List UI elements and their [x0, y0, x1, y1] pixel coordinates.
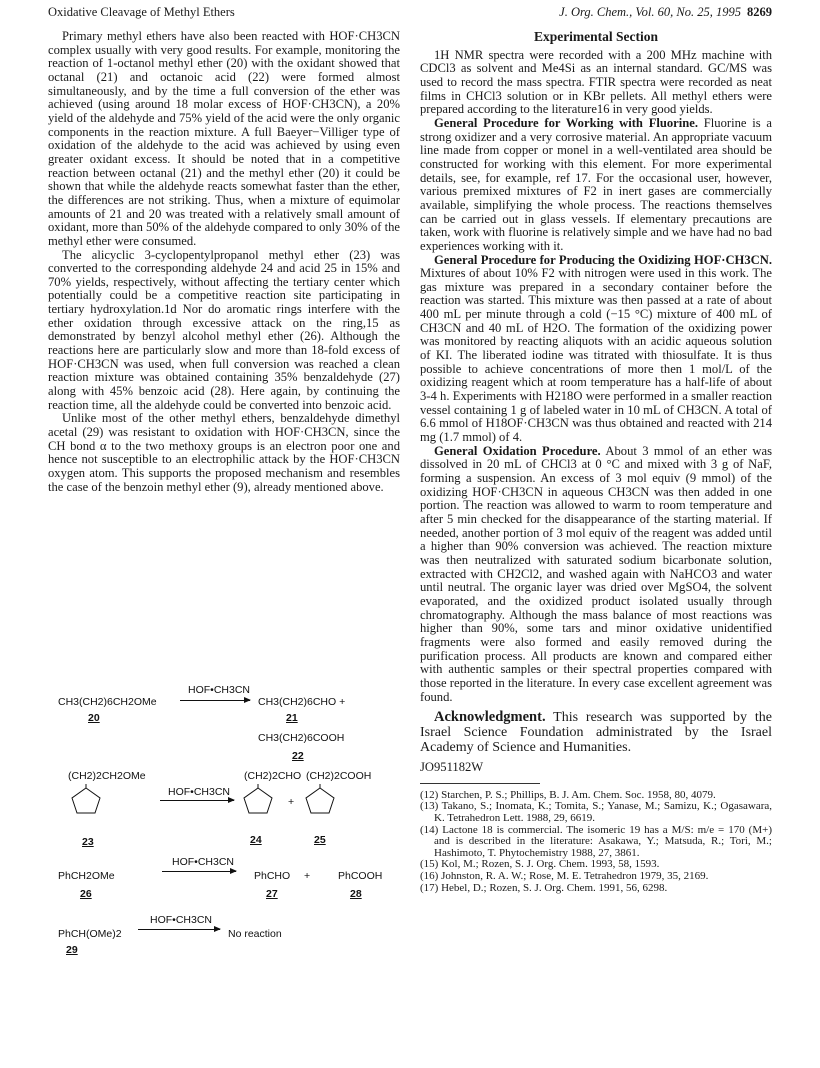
scheme-reagent-4: HOF•CH3CN: [150, 914, 213, 926]
scheme-label-28: 28: [350, 888, 362, 900]
cyclopentane-ring-24: [238, 784, 278, 816]
cyclopentane-ring-25: [300, 784, 340, 816]
reaction-scheme: [58, 684, 398, 980]
run-in-head-oxidizing: General Procedure for Producing the Oxidizing HOF·CH3CN.: [434, 252, 772, 267]
section-title-experimental: Experimental Section: [533, 29, 659, 44]
right-column: [420, 30, 772, 894]
scheme-label-29: 29: [66, 944, 78, 956]
scheme-compound-22: CH3(CH2)6COOH: [258, 732, 345, 744]
paragraph-instrumentation: 1H NMR spectra were recorded with a 200 MHz machine with CDCl3 as solvent and Me4Si as an internal standard. GC/MS was used to record the mass spectra. FTIR spectra were recorded as neat films in CHCl3 solution or in KBr pellets. All methyl ethers were prepared according to the literature16 in very good yields.: [420, 47, 772, 117]
running-header-title: Oxidative Cleavage of Methyl Ethers: [48, 5, 235, 19]
scheme-label-27: 27: [266, 888, 278, 900]
scheme-compound-26: PhCH2OMe: [58, 870, 115, 882]
oxidation-text: About 3 mmol of an ether was dissolved in 20 mL of CHCl3 at 0 °C and mixed with 3 g of NaF, forming a suspension. An excess of 3 mol equiv (9 mmol) of the oxidizing HOF·CH3CN in aqueous CH3CN was then added in one portion. The reaction was allowed to warm to room temperature and after 5 min checked for the disappearance of the starting material. If needed, another portion of 3 mol equiv of the reagent was added until a higher than 90% conversion was achieved. The reaction mixture was then neutralized with saturated sodium bicarbonate solution, extracted with CH2Cl2, and washed again with NaHCO3 and water until neutral. The organic layer was dried over MgSO4, the solvent evaporated, and the oxidized product isolated usually through chromatography. Although the mass balance of most reactions was higher than 90%, some tars and minor oxidative unidentified fragments were also formed and easily removed during the purification process. All products are known and compared either with authentic samples or their spectral properties compared with those reported in the literature. In every case excellent agreement was found.: [420, 443, 772, 704]
reference-item: (13) Takano, S.; Inomata, K.; Tomita, S.; Yanase, M.; Samizu, K.; Ogasawara, K. Tetrahedron Lett. 1988, 29, 6619.: [420, 800, 772, 824]
scheme-label-26: 26: [80, 888, 92, 900]
reaction-arrow-2: [160, 800, 234, 801]
scheme-plus-3: +: [304, 870, 311, 882]
paragraph-fluorine: [420, 117, 772, 254]
running-header-journal: [559, 5, 772, 20]
scheme-compound-24: (CH2)2CHO: [244, 770, 302, 782]
scheme-label-24: 24: [250, 834, 262, 846]
scheme-compound-27: PhCHO: [254, 870, 291, 882]
paragraph-oxidizing-reagent: [420, 254, 772, 445]
scheme-compound-23: (CH2)2CH2OMe: [68, 770, 146, 782]
scheme-compound-25: (CH2)2COOH: [306, 770, 372, 782]
oxidizing-text: Mixtures of about 10% F2 with nitrogen were used in this work. The gas mixture was prepared in a secondary container before the reaction was started. This mixture was then passed at a rate of about 400 mL per minute through a cold (−15 °C) mixture of 400 mL of CH3CN and 40 mL of H2O. The formation of the oxidizing power was monitored by reacting aliquots with an acidic aqueous solution of KI. The liberated iodine was titrated with thiosulfate. It is thus possible to achieve concentrations of more then 1 mol/L of the oxidizing reagent which at room temperature has a half-life of about 3-4 h. Experiments with H218O were performed in a smaller reaction vessel containing 1 g of labeled water in 10 mL of CH3CN. A total of 6.6 mmol of H18OF·CH3CN was thus obtained and reacted with 214 mg (1.7 mmol) of 4.: [420, 266, 772, 445]
run-in-head-fluorine: General Procedure for Working with Fluorine.: [434, 115, 699, 130]
scheme-label-25: 25: [314, 834, 326, 846]
fluorine-text: Fluorine is a strong oxidizer and a very corrosive material. An appropriate vacuum line made from copper or monel in a well-ventilated area should be constructed for working with this element. For more experimental details, see, for example, ref 17. For the occasional user, however, various premixed mixtures of F2 in inert gases are commercially available, simplifying the whole process. The reactions themselves can be carried out in glass vessels. If elementary precautions are taken, work with fluorine is relatively simple and we have had no bad experiences working with it.: [420, 115, 772, 253]
scheme-compound-29: PhCH(OMe)2: [58, 928, 122, 940]
scheme-compound-21: CH3(CH2)6CHO +: [258, 696, 346, 708]
scheme-reagent-2: HOF•CH3CN: [168, 786, 231, 798]
reaction-arrow-4: [138, 929, 220, 930]
journal-citation: J. Org. Chem., Vol. 60, No. 25, 1995: [559, 5, 741, 19]
acknowledgment: [420, 710, 772, 755]
run-in-head-oxidation: General Oxidation Procedure.: [434, 443, 601, 458]
manuscript-code: JO951182W: [420, 760, 484, 775]
ack-title: Acknowledgment.: [434, 709, 546, 726]
reference-item: (12) Starchen, P. S.; Phillips, B. J. Am. Chem. Soc. 1958, 80, 4079.: [420, 788, 716, 801]
cyclopentane-ring-23: [66, 784, 106, 816]
scheme-label-23: 23: [82, 836, 94, 848]
paragraph-primary-ethers: Primary methyl ethers have also been reacted with HOF·CH3CN complex usually with very good results. For example, monitoring the reaction of 1-octanol methyl ether (20) with the oxidant showed that octanal (21) and octanoic acid (22) were formed almost simultaneously, and by the time a full conversion of the ether was achieved (using around 18 molar excess of HOF·CH3CN), a 20% yield of the aldehyde and 75% yield of the acid were the only organic components in the reaction mixture. A full Baeyer−Villiger type of oxidation of the aldehyde to the acid was achieved by using even greater oxidant excess. It should be noted that in a competitive reaction between octanal (21) and the methyl ether (20) it could be shown that while the aldehyde reacts somewhat faster than the ether, the differences are not striking. Thus, when a mixture of equimolar amounts of 21 and 20 was treated with a relatively small amount of oxidant, more than 50% of the aldehyde compared to only 30% of the methyl ether were consumed.: [48, 29, 400, 248]
page-number: 8269: [747, 5, 772, 19]
scheme-plus-2: +: [288, 796, 295, 808]
left-column: [48, 30, 400, 494]
ack-text: This research was supported by the Israel Science Foundation administrated by the Israel Academy of Science and Humanities.: [420, 710, 772, 756]
scheme-label-21: 21: [286, 712, 298, 724]
paragraph-acetal: Unlike most of the other methyl ethers, benzaldehyde dimethyl acetal (29) was resistant to oxidation with HOF·CH3CN, since the CH bond α to the two methoxy groups is an electron poor one and hence not susceptible to an electrophilic attack by the HOF·CH3CN oxygen atom. This supports the proposed mechanism and resembles the case of the benzoin methyl ether (9), already mentioned above.: [48, 411, 400, 494]
scheme-reagent-3: HOF•CH3CN: [172, 856, 235, 868]
reaction-arrow-3: [162, 871, 236, 872]
reaction-arrow-1: [180, 700, 250, 701]
scheme-compound-28: PhCOOH: [338, 870, 383, 882]
reference-item: (14) Lactone 18 is commercial. The isomeric 19 has a M/S: m/e = 170 (M+) and is described in the literature: Asakawa, Y.; Matsuda, R.; Tori, M.; Hashimoto, T. Phytochemistry 1988, 27, 3861.: [420, 823, 772, 859]
scheme-label-20: 20: [88, 712, 100, 724]
reference-item: (16) Johnston, R. A. W.; Rose, M. E. Tetrahedron 1979, 35, 2169.: [420, 869, 709, 882]
reference-item: (17) Hebel, D.; Rozen, S. J. Org. Chem. 1991, 56, 6298.: [420, 881, 668, 894]
reference-item: (15) Kol, M.; Rozen, S. J. Org. Chem. 1993, 58, 1593.: [420, 858, 660, 871]
references-list: [420, 790, 772, 894]
scheme-compound-20: CH3(CH2)6CH2OMe: [58, 696, 157, 708]
scheme-reagent-1: HOF•CH3CN: [188, 684, 251, 696]
paragraph-alicyclic-ether: The alicyclic 3-cyclopentylpropanol methyl ether (23) was converted to the corresponding aldehyde 24 and acid 25 in 15% and 70% yields, respectively, without affecting the tertiary center which potentially could be a competitive reaction site participating in tertiary hydroxylation.1d Nor do aromatic rings interfere with the ether oxidation through excessive attack on the ring,15 as demonstrated by benzyl alcohol methyl ether (26). Although the reactions here are particularly slow and more than 18-fold excess of HOF·CH3CN was used, when full conversion was reached a clean reaction mixture was obtained containing 35% benzaldehyde (27) along with 45% benzoic acid (28). Here again, by continuing the reaction time, all the aldehyde could be converted into benzoic acid.: [48, 247, 400, 412]
scheme-label-22: 22: [292, 750, 304, 762]
scheme-no-reaction: No reaction: [228, 928, 282, 940]
paragraph-oxidation-procedure: [420, 445, 772, 704]
